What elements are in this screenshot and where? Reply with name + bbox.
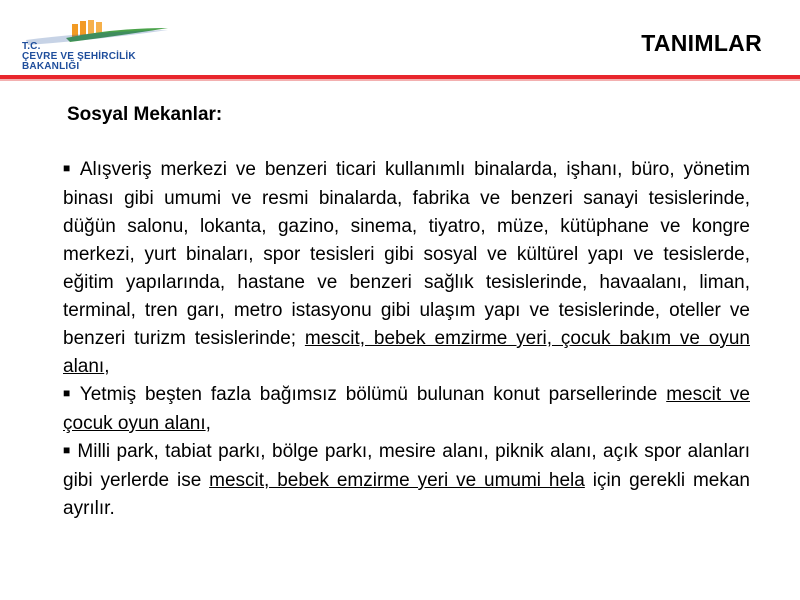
bullet-3-underlined: mescit, bebek emzirme yeri ve umumi hela	[209, 470, 585, 491]
bullet-2-after: ,	[205, 413, 211, 434]
logo-line-3: BAKANLIĞI	[22, 61, 80, 72]
section-heading: Sosyal Mekanlar:	[67, 104, 223, 125]
bullet-square-icon: ■	[63, 443, 72, 457]
bullet-square-icon: ■	[63, 161, 74, 175]
bullet-item-2	[63, 381, 750, 438]
bullet-3-text: Milli park, tabiat parkı, bölge parkı, mesire alanı, piknik alanı, açık spor alanları gibi yerlerde ise	[63, 441, 750, 491]
bullet-1-after: ,	[104, 356, 110, 377]
bullet-square-icon: ■	[63, 386, 74, 400]
page-title: TANIMLAR	[641, 30, 762, 56]
logo-text	[22, 42, 136, 72]
body-text	[63, 156, 750, 523]
bullet-item-1	[63, 156, 750, 381]
bullet-3-after: için gerekli mekan ayrılır.	[63, 470, 750, 519]
bullet-2-underlined: mescit ve çocuk oyun alanı	[63, 384, 750, 434]
logo-line-1: T.C.	[22, 41, 41, 52]
header-rule-shadow	[0, 79, 800, 81]
ministry-logo	[18, 18, 178, 78]
bullet-2-text: Yetmiş beşten fazla bağımsız bölümü bulunan konut parsellerinde	[79, 384, 667, 405]
bullet-item-3	[63, 438, 750, 523]
bullet-1-underlined: mescit, bebek emzirme yeri, çocuk bakım ve oyun alanı	[63, 328, 750, 377]
bullet-1-text: Alışveriş merkezi ve benzeri ticari kullanımlı binalarda, işhanı, büro, yönetim binası gibi umumi ve resmi binalarda, fabrika ve benzeri sanayi tesislerinde, düğün salonu, lokanta, gazino, sinema, tiyatro, müze, kütüphane ve kongre merkezi, yurt binaları, spor tesisleri gibi sosyal ve kültürel yapı ve tesislerde, eğitim yapılarında, hastane ve benzeri sağlık tesislerinde, havaalanı, liman, terminal, tren garı, metro istasyonu gibi ulaşım yapı ve tesislerinde, oteller ve benzeri turizm tesislerinde;	[63, 159, 750, 349]
logo-line-2: ÇEVRE VE ŞEHİRCİLİK	[22, 51, 136, 62]
